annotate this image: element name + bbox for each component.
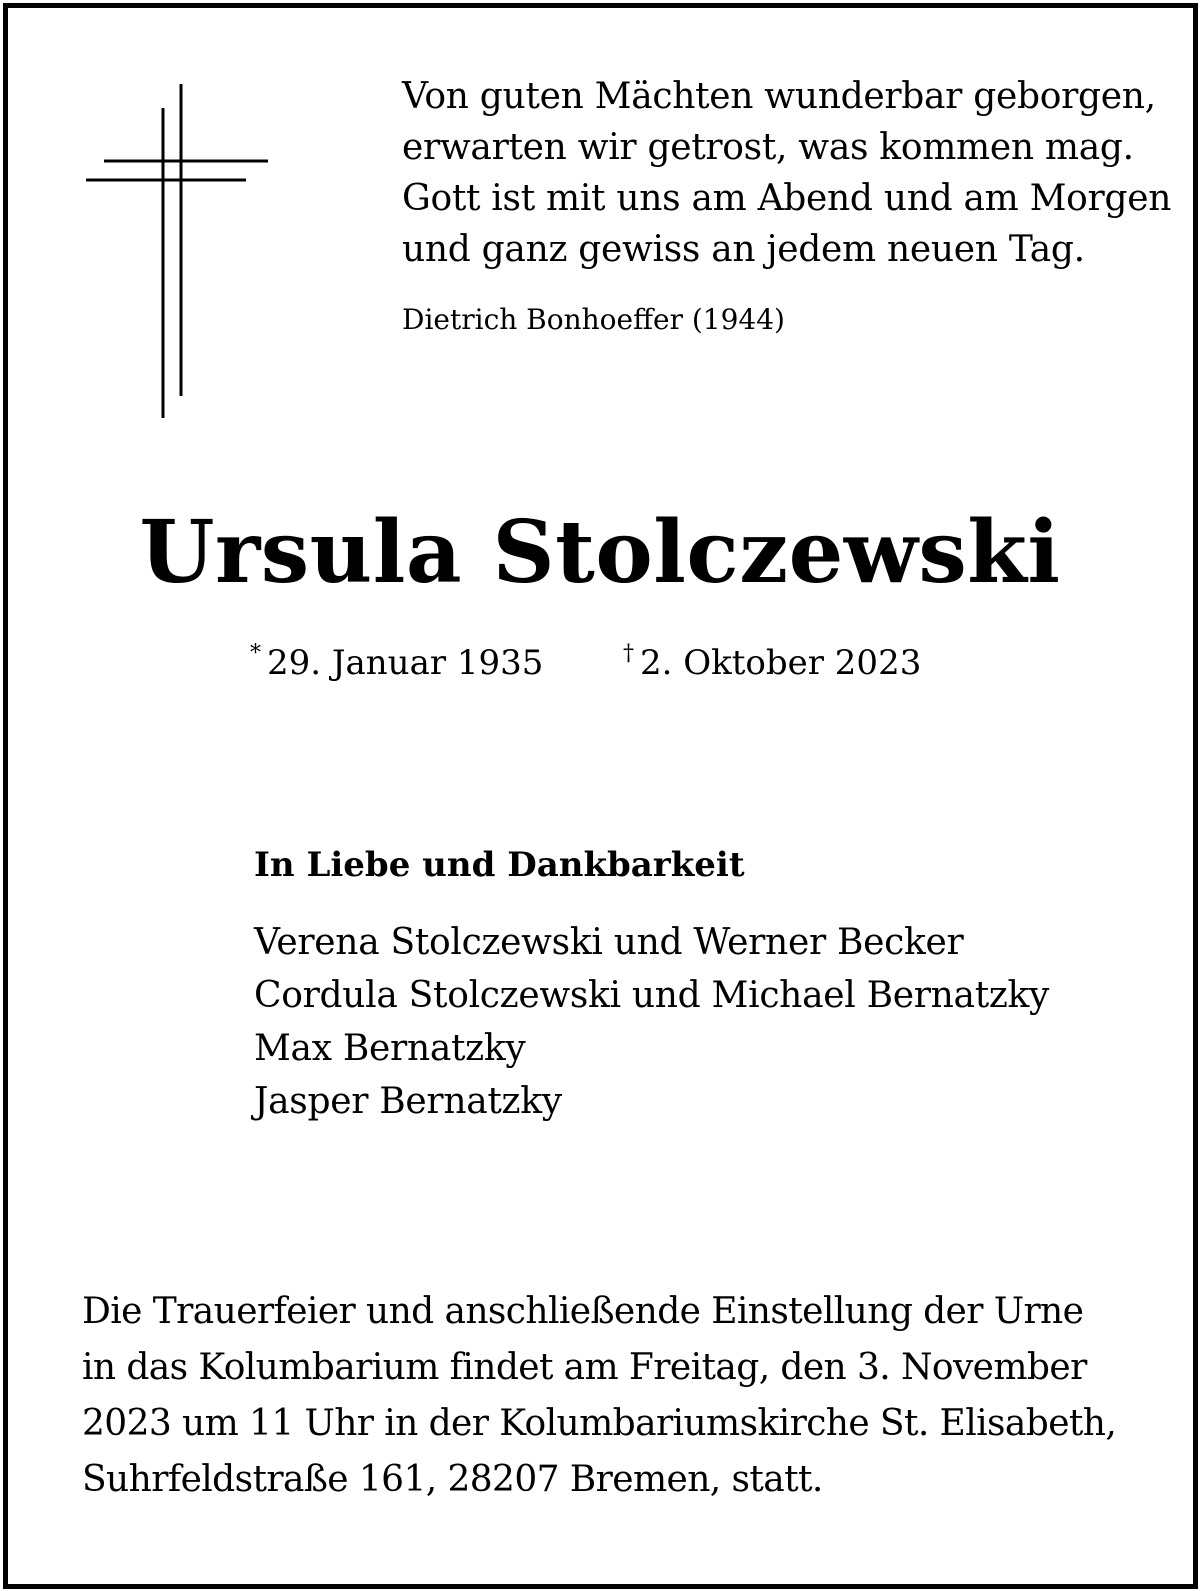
- birth-date: 29. Januar 1935: [267, 643, 544, 683]
- birth-symbol: *: [250, 641, 261, 666]
- mourner: Cordula Stolczewski und Michael Bernatzky: [254, 975, 1050, 1016]
- mourners-list: [254, 916, 1049, 1128]
- cross-icon: [86, 84, 268, 418]
- mourning-heading: In Liebe und Dankbarkeit: [254, 845, 745, 885]
- quote-author: Dietrich Bonhoeffer (1944): [402, 303, 785, 336]
- ceremony-line: in das Kolumbarium findet am Freitag, den 3. November: [82, 1347, 1087, 1388]
- ceremony-line: Suhrfeldstraße 161, 28207 Bremen, statt.: [82, 1459, 823, 1500]
- quote-line: Von guten Mächten wunderbar geborgen,: [402, 76, 1156, 117]
- death-symbol: †: [623, 641, 634, 666]
- deceased-name: Ursula Stolczewski: [139, 502, 1061, 603]
- death-date: 2. Oktober 2023: [640, 643, 922, 683]
- ceremony-line: 2023 um 11 Uhr in der Kolumbariumskirche St. Elisabeth,: [82, 1403, 1117, 1444]
- ceremony-line: Die Trauerfeier und anschließende Einstellung der Urne: [82, 1291, 1084, 1332]
- death-date-line: [623, 630, 921, 687]
- mourner: Max Bernatzky: [254, 1028, 526, 1069]
- birth-date-line: [250, 630, 543, 687]
- quote-line: Gott ist mit uns am Abend und am Morgen: [402, 178, 1172, 219]
- quote-line: und ganz gewiss an jedem neuen Tag.: [402, 229, 1085, 270]
- mourner: Verena Stolczewski und Werner Becker: [254, 922, 964, 963]
- ceremony-notice: [82, 1284, 1172, 1508]
- mourner: Jasper Bernatzky: [254, 1081, 562, 1122]
- quote-line: erwarten wir getrost, was kommen mag.: [402, 127, 1134, 168]
- bonhoeffer-quote: [402, 71, 1172, 275]
